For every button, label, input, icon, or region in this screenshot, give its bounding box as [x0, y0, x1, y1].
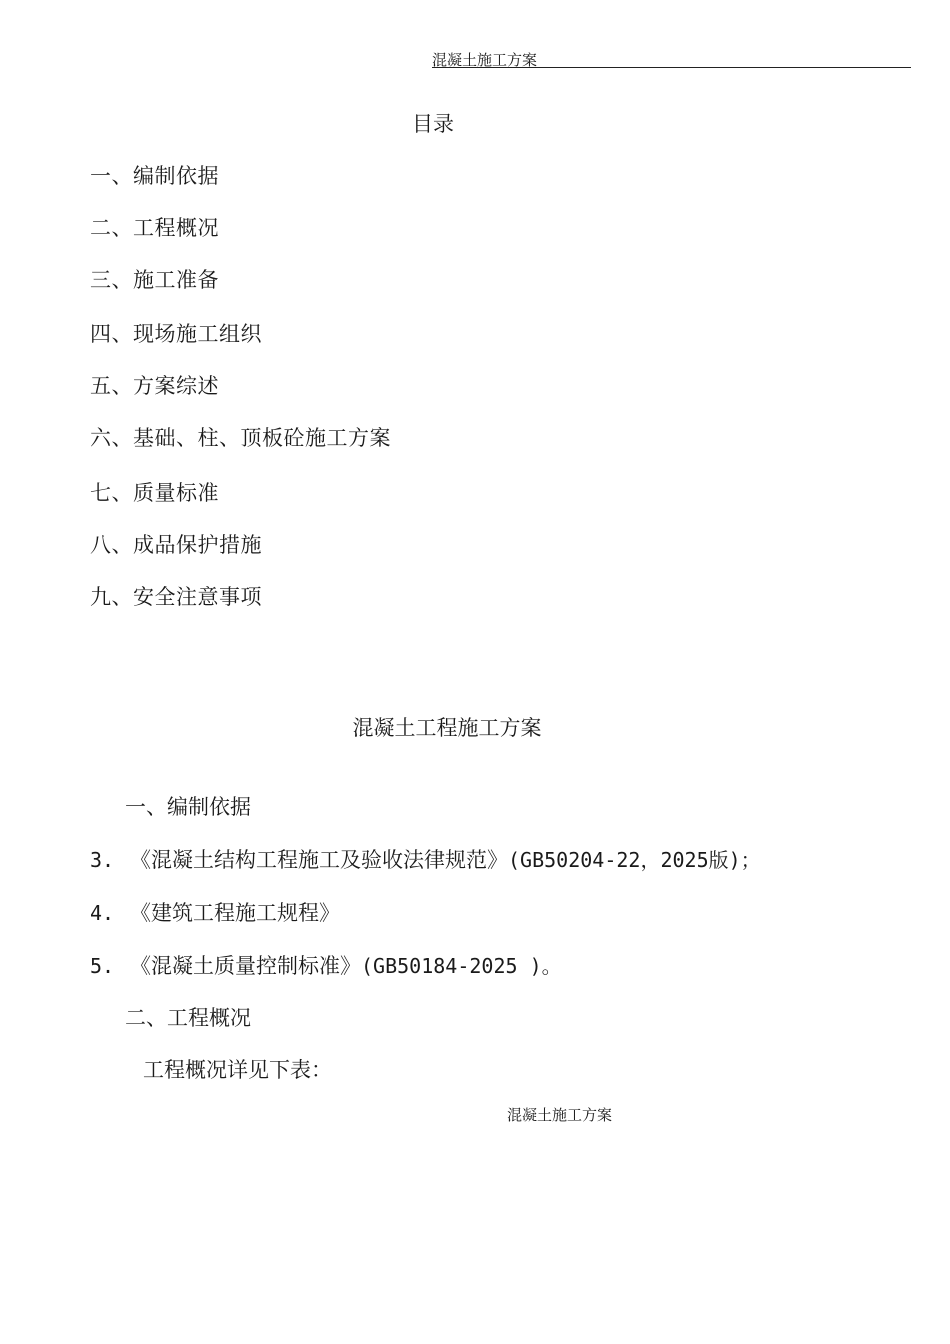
reference-number: 3. [90, 848, 115, 872]
reference-number: 4. [90, 901, 115, 925]
reference-title: 《混凝土质量控制标准》 [130, 954, 361, 978]
reference-number: 5. [90, 954, 115, 978]
toc-item: 五、方案综述 [90, 374, 219, 398]
reference-code: (GB50184-2025 )。 [361, 954, 562, 978]
reference-item [90, 844, 761, 874]
toc-item: 一、编制依据 [90, 164, 219, 188]
toc-item: 九、安全注意事项 [90, 585, 262, 609]
section-heading: 二、工程概况 [125, 1006, 251, 1030]
reference-title: 《混凝土结构工程施工及验收法律规范》 [130, 848, 508, 872]
section-heading: 一、编制依据 [125, 795, 251, 819]
document-title: 混凝土工程施工方案 [352, 716, 542, 740]
toc-item: 四、现场施工组织 [90, 322, 262, 346]
toc-item: 二、工程概况 [90, 216, 219, 240]
header-rule [432, 67, 911, 68]
toc-item: 八、成品保护措施 [90, 533, 262, 557]
running-footer: 混凝土施工方案 [507, 1106, 613, 1124]
running-header: 混凝土施工方案 [432, 51, 538, 69]
reference-item [90, 897, 340, 927]
reference-title: 《建筑工程施工规程》 [130, 901, 340, 925]
reference-code: (GB50204-22，2025版)； [508, 848, 761, 872]
toc-item: 六、基础、柱、顶板砼施工方案 [90, 426, 391, 450]
toc-item: 三、施工准备 [90, 268, 219, 292]
toc-item: 七、质量标准 [90, 481, 219, 505]
body-paragraph: 工程概况详见下表： [143, 1058, 332, 1082]
toc-title: 目录 [412, 112, 454, 136]
reference-item [90, 950, 562, 980]
